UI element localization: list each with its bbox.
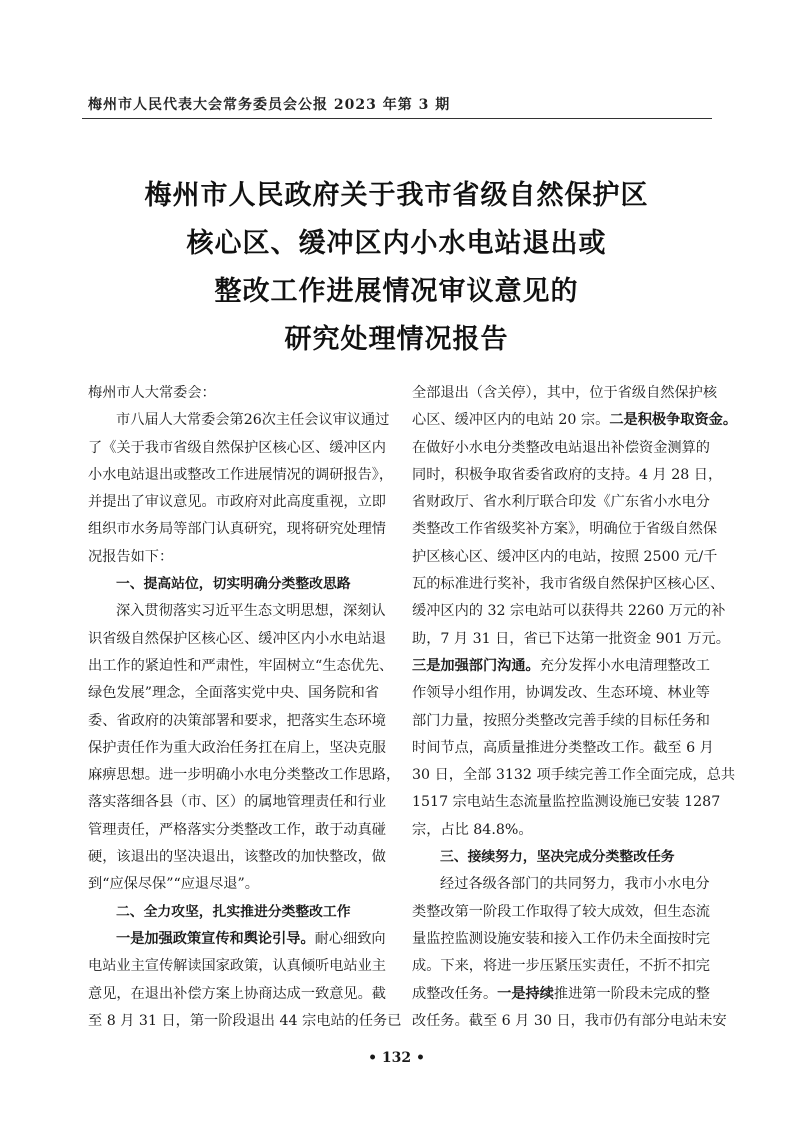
text-line: 在做好小水电分类整改电站退出补偿资金测算的 bbox=[412, 439, 710, 456]
text-line: 识省级自然保护区核心区、缓冲区内小水电站退 bbox=[88, 630, 386, 647]
bold-lead-3: 三是加强部门沟通。 bbox=[412, 657, 540, 674]
text-line: 麻痹思想。进一步明确小水电分类整改工作思路， bbox=[88, 767, 401, 784]
section-heading-1: 一、提高站位，切实明确分类整改思路 bbox=[116, 576, 351, 593]
text-line: 市八届人大常委会第26次主任会议审议通过 bbox=[116, 412, 390, 429]
text-line: 30 日，全部 3132 项手续完善工作全面完成，总共 bbox=[412, 767, 736, 784]
title-line: 整改工作进展情况审议意见的 bbox=[214, 276, 579, 307]
text-line: 缓冲区内的 32 宗电站可以获得共 2260 万元的补 bbox=[412, 603, 726, 620]
right-column bbox=[412, 380, 738, 1035]
text-line: 并提出了审议意见。市政府对此高度重视，立即 bbox=[88, 494, 386, 511]
page-number: • 132 • bbox=[368, 1050, 425, 1066]
text-line: 量监控监测设施安装和接入工作仍未全面按时完 bbox=[412, 930, 710, 947]
text-line: 硬，该退出的坚决退出，该整改的加快整改，做 bbox=[88, 849, 386, 866]
text-line bbox=[412, 981, 714, 1008]
text-line: 全部退出（含关停），其中，位于省级自然保护核 bbox=[412, 385, 718, 401]
salutation: 梅州市人大常委会： bbox=[88, 385, 216, 401]
text-line: 出工作的紧迫性和严肃性，牢固树立“生态优先、 bbox=[88, 657, 394, 674]
section-heading-2: 二、全力攻坚，扎实推进分类整改工作 bbox=[116, 903, 351, 920]
text-line: 到“应保尽保”“应退尽退”。 bbox=[88, 876, 259, 893]
text-line: 至 8 月 31 日，第一阶段退出 44 宗电站的任务已 bbox=[88, 1012, 402, 1029]
text-line: 改任务。截至 6 月 30 日，我市仍有部分电站未安 bbox=[412, 1012, 727, 1029]
text-line: 类整改第一阶段工作取得了较大成效，但生态流 bbox=[412, 903, 710, 920]
text-line: 组织市水务局等部门认真研究，现将研究处理情 bbox=[88, 521, 386, 538]
text-line bbox=[88, 926, 388, 953]
text-line: 护区核心区、缓冲区内的电站，按照 2500 元/千 bbox=[412, 548, 718, 565]
text-line: 瓦的标准进行奖补，我市省级自然保护区核心区、 bbox=[412, 576, 725, 593]
text-line: 深入贯彻落实习近平生态文明思想，深刻认 bbox=[116, 603, 386, 620]
text-line: 宗，占比 84.8%。 bbox=[412, 821, 533, 838]
bold-lead-4: 一是持续 bbox=[497, 985, 554, 1002]
text-line: 时间节点，高质量推进分类整改工作。截至 6 月 bbox=[412, 739, 714, 756]
text-line: 同时，积极争取省委省政府的支持。4 月 28 日， bbox=[412, 466, 723, 483]
text-line: 况报告如下： bbox=[88, 548, 174, 565]
text-line: 类整改工作省级奖补方案》，明确位于省级自然保 bbox=[412, 521, 718, 538]
text-line: 委、省政府的决策部署和要求，把落实生态环境 bbox=[88, 712, 386, 729]
text-line: 省财政厅、省水利厅联合印发《广东省小水电分 bbox=[412, 494, 710, 511]
text-line: 管理责任，严格落实分类整改工作，敢于动真碰 bbox=[88, 821, 386, 838]
text-line bbox=[412, 653, 714, 680]
text-line: 1517 宗电站生态流量监控监测设施已安装 1287 bbox=[412, 794, 721, 811]
text-run: 成整改任务。 bbox=[412, 985, 498, 1002]
text-run: 心区、缓冲区内的电站 20 宗。 bbox=[412, 412, 610, 429]
title-line: 梅州市人民政府关于我市省级自然保护区 bbox=[144, 180, 649, 211]
section-heading-3: 三、接续努力，坚决完成分类整改任务 bbox=[440, 849, 675, 866]
text-run: 推进第一阶段未完成的整 bbox=[553, 985, 710, 1002]
text-line: 意见，在退出补偿方案上协商达成一致意见。截 bbox=[88, 985, 386, 1002]
text-line bbox=[412, 407, 738, 434]
text-line: 作领导小组作用，协调发改、生态环境、林业等 bbox=[412, 685, 710, 702]
text-line: 小水电站退出或整改工作进展情况的调研报告》， bbox=[88, 466, 394, 483]
header-divider bbox=[82, 118, 712, 119]
text-line: 了《关于我市省级自然保护区核心区、缓冲区内 bbox=[88, 439, 386, 456]
title-line: 研究处理情况报告 bbox=[284, 324, 509, 355]
bold-lead-2: 二是积极争取资金。 bbox=[609, 412, 738, 429]
text-line: 保护责任作为重大政治任务扛在肩上，坚决克服 bbox=[88, 739, 386, 756]
text-line: 成。下来，将进一步压紧压实责任，不折不扣完 bbox=[412, 958, 710, 975]
bold-lead-1: 一是加强政策宣传和舆论引导。 bbox=[116, 930, 315, 947]
text-line: 部门力量，按照分类整改完善手续的目标任务和 bbox=[412, 712, 710, 729]
text-run: 耐心细致向 bbox=[314, 930, 386, 947]
text-line: 落实落细各县（市、区）的属地管理责任和行业 bbox=[88, 794, 386, 811]
left-column bbox=[88, 380, 402, 1035]
text-line: 绿色发展”理念，全面落实党中央、国务院和省 bbox=[88, 685, 380, 702]
document-title bbox=[80, 172, 713, 364]
text-run: 充分发挥小水电清理整改工 bbox=[539, 657, 710, 674]
text-line: 经过各级各部门的共同努力，我市小水电分 bbox=[440, 876, 710, 893]
journal-header: 梅州市人民代表大会常务委员会公报 2023 年第 3 期 bbox=[88, 97, 451, 113]
text-line: 助，7 月 31 日，省已下达第一批资金 901 万元。 bbox=[412, 630, 730, 647]
title-line: 核心区、缓冲区内小水电站退出或 bbox=[186, 228, 607, 259]
text-line: 电站业主宣传解读国家政策，认真倾听电站业主 bbox=[88, 958, 386, 975]
